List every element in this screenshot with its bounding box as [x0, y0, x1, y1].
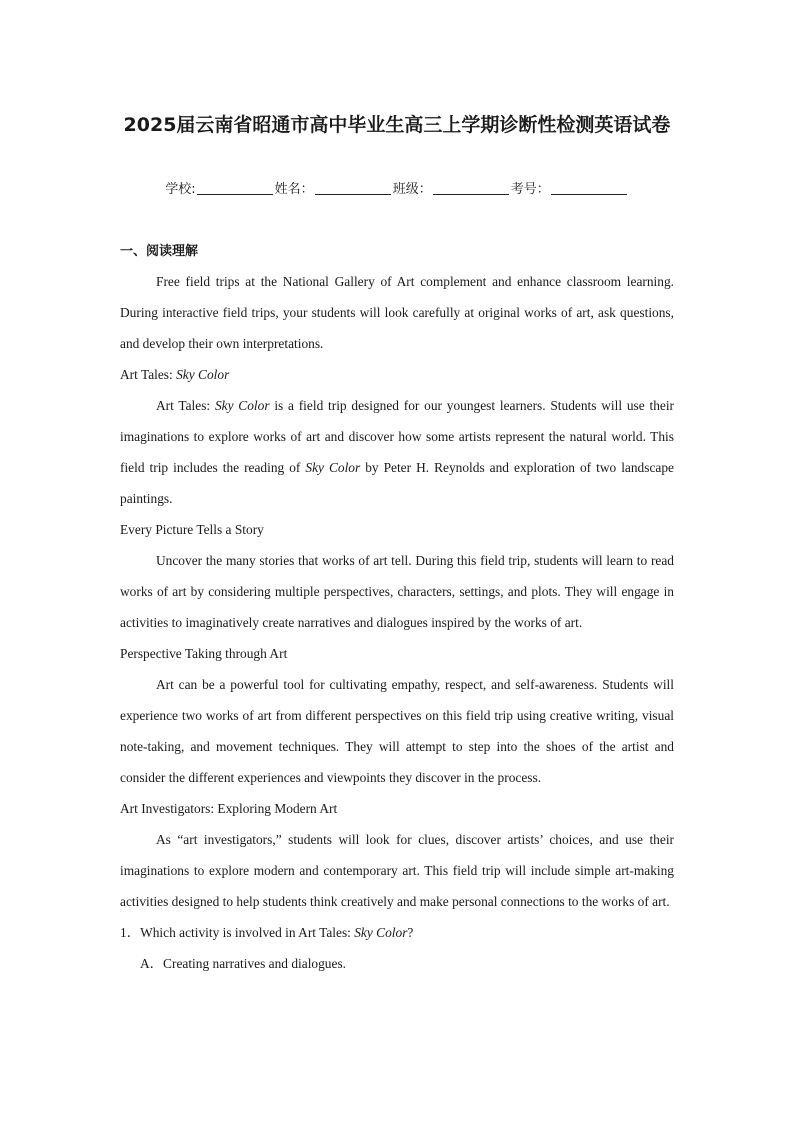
- trip1-heading-italic: Sky Color: [176, 367, 230, 382]
- class-blank[interactable]: [433, 180, 509, 195]
- trip1-text-e: by Peter H. Reynolds and exploration of two landscape paintings.: [120, 460, 674, 506]
- question-1-suffix: ?: [407, 925, 414, 940]
- trip1-heading: [120, 359, 674, 390]
- trip2-heading: Every Picture Tells a Story: [120, 522, 264, 537]
- trip1-text-italic-1: Sky Color: [214, 398, 270, 413]
- trip1-text: [120, 390, 674, 514]
- passage-intro: Free field trips at the National Gallery of Art complement and enhance classroom learning. During interactive field trips, your students will look carefully at original works of art, ask questions, and develop their own interpretations.: [120, 274, 674, 351]
- trip2-text: Uncover the many stories that works of art tell. During this field trip, students will learn to read works of art by considering multiple perspectives, characters, settings, and plots. They will engage in activities to imaginatively create narratives and dialogues inspired by the works of art.: [120, 553, 674, 630]
- trip1-text-a: Art Tales:: [156, 398, 215, 413]
- trip4-heading: Art Investigators: Exploring Modern Art: [120, 801, 338, 816]
- trip4-text: As “art investigators,” students will look for clues, discover artists’ choices, and use their imaginations to explore modern and contemporary art. This field trip will include simple art-making activities designed to help students think creatively and make personal connections to the works of art.: [120, 832, 674, 909]
- name-blank[interactable]: [315, 180, 391, 195]
- trip1-text-italic-2: Sky Color: [305, 460, 361, 475]
- section-heading: 一、阅读理解: [120, 244, 199, 259]
- school-blank[interactable]: [197, 180, 273, 195]
- trip1-text-c: is a field trip designed for our youngest learners. Students will use their imaginations to explore works of art and discover how some artists represent the natural world. This field trip includes the reading of: [120, 398, 675, 475]
- question-1-text: 1．Which activity is involved in Art Tales:: [120, 925, 355, 940]
- exam-title: 2025届云南省昭通市高中毕业生高三上学期诊断性检测英语试卷: [123, 114, 671, 136]
- name-label: 姓名：: [274, 182, 314, 197]
- trip1-heading-text: Art Tales:: [120, 367, 177, 382]
- document-body: [120, 238, 674, 979]
- class-label: 班级：: [392, 182, 432, 197]
- school-label: 学校:: [165, 182, 196, 197]
- exam-number-label: 考号：: [510, 182, 550, 197]
- question-1-option-a[interactable]: A．Creating narratives and dialogues.: [140, 956, 347, 971]
- question-1: [120, 917, 674, 948]
- exam-number-blank[interactable]: [551, 180, 627, 195]
- trip3-heading: Perspective Taking through Art: [120, 646, 288, 661]
- question-1-italic: Sky Color: [354, 925, 408, 940]
- student-info-line: [0, 180, 794, 200]
- trip3-text: Art can be a powerful tool for cultivating empathy, respect, and self-awareness. Students will experience two works of art from different perspectives on this field trip using creative writing, visual note-taking, and movement techniques. They will attempt to step into the shoes of the artist and consider the different experiences and viewpoints they discover in the process.: [120, 677, 674, 785]
